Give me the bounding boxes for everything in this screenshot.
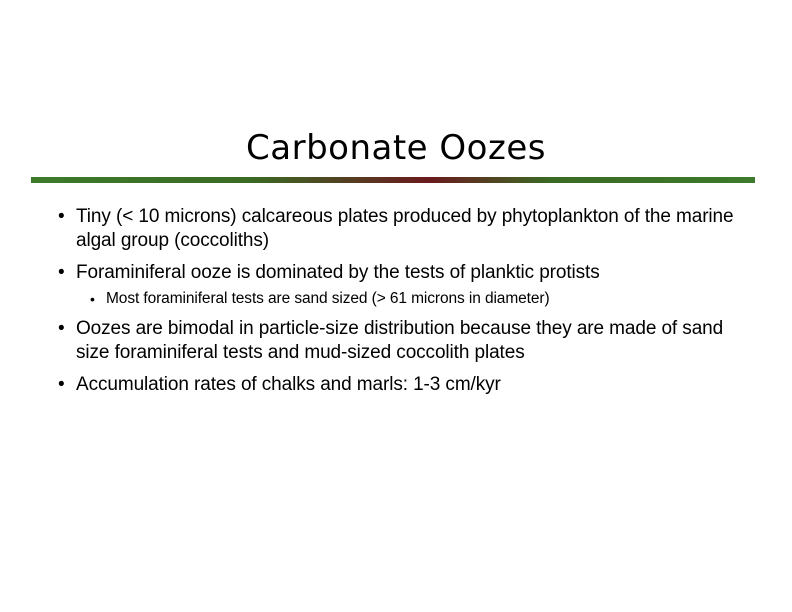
sub-bullet-item-1 xyxy=(76,289,758,309)
bullet-text: Accumulation rates of chalks and marls: 1-3 cm/kyr xyxy=(76,374,501,395)
sub-bullet-icon: • xyxy=(90,291,95,307)
bullet-text: Foraminiferal ooze is dominated by the tests of planktic protists xyxy=(76,262,600,283)
bullet-icon: • xyxy=(58,262,65,283)
bullet-icon: • xyxy=(58,206,65,227)
bullet-icon: • xyxy=(58,318,65,339)
bullet-text: Oozes are bimodal in particle-size distribution because they are made of sand size foraminiferal tests and mud-sized coccolith plates xyxy=(76,318,724,363)
bullet-item-2 xyxy=(58,261,758,309)
bullet-list xyxy=(58,205,758,397)
bullet-item-4 xyxy=(58,373,758,397)
sub-bullet-list xyxy=(76,289,758,309)
bullet-text: Tiny (< 10 microns) calcareous plates produced by phytoplankton of the marine algal group (coccoliths) xyxy=(76,206,734,251)
slide-title: Carbonate Oozes xyxy=(246,128,546,168)
bullet-item-3 xyxy=(58,317,758,365)
sub-bullet-text: Most foraminiferal tests are sand sized (> 61 microns in diameter) xyxy=(106,290,550,307)
slide-body xyxy=(58,205,758,405)
bullet-item-1 xyxy=(58,205,758,253)
title-divider xyxy=(31,177,755,183)
bullet-icon: • xyxy=(58,374,65,395)
